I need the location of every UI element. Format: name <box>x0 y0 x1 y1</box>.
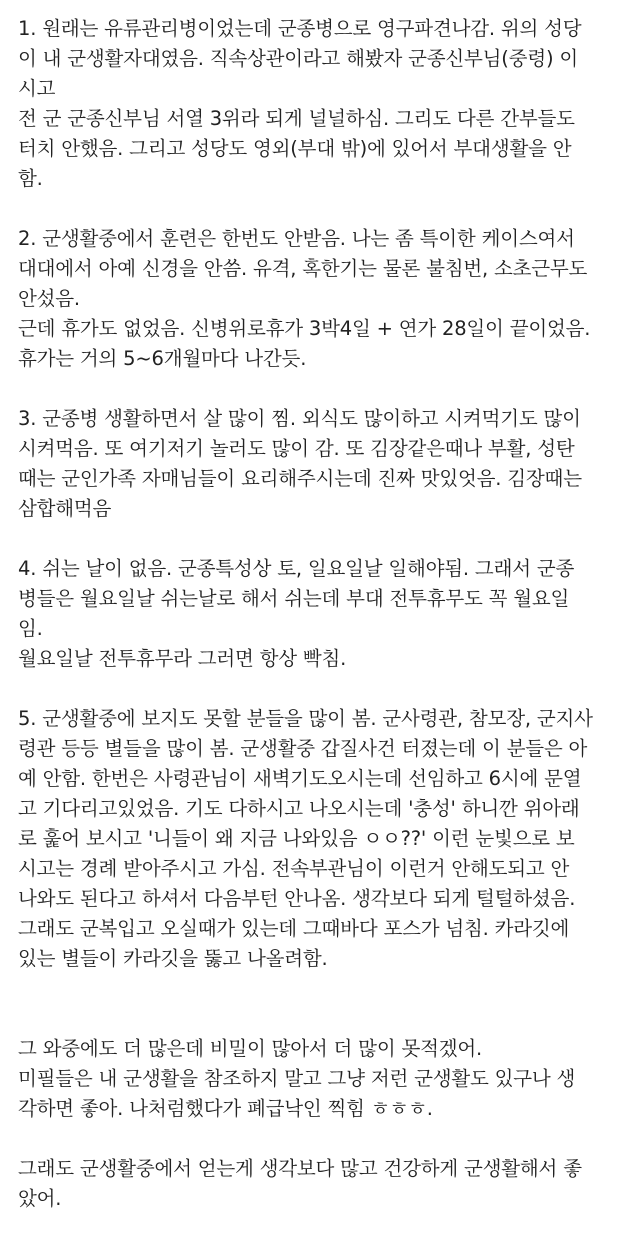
post-body <box>18 14 624 1244</box>
text-line: 았어. <box>18 1187 62 1210</box>
text-line: 때는 군인가족 자매님들이 요리해주시는데 진짜 맛있엇음. 김장때는 <box>18 467 582 490</box>
paragraph-6 <box>18 1034 624 1124</box>
text-line: 함. <box>18 167 43 190</box>
text-line: 있는 별들이 카라깃을 뚫고 나올려함. <box>18 947 328 970</box>
paragraph-5 <box>18 704 624 974</box>
text-line: 나와도 된다고 하셔서 다음부턴 안나옴. 생각보다 되게 털털하셨음. <box>18 887 576 910</box>
text-line: 시고 <box>18 77 56 100</box>
text-line: 휴가는 거의 5~6개월마다 나간듯. <box>18 347 307 370</box>
text-line: 이 내 군생활자대였음. 직속상관이라고 해봤자 군종신부님(중령) 이 <box>18 47 579 70</box>
text-line: 병들은 월요일날 쉬는날로 해서 쉬는데 부대 전투휴무도 꼭 월요일 <box>18 587 570 610</box>
paragraph-1 <box>18 14 624 194</box>
text-line: 근데 휴가도 없었음. 신병위로휴가 3박4일 + 연가 28일이 끝이었음. <box>18 317 591 340</box>
spacer <box>18 1004 624 1034</box>
text-line: 그래도 군생활중에서 얻는게 생각보다 많고 건강하게 군생활해서 좋 <box>18 1157 582 1180</box>
text-line: 3. 군종병 생활하면서 살 많이 찜. 외식도 많이하고 시켜먹기도 많이 <box>18 407 581 430</box>
text-line: 전 군 군종신부님 서열 3위라 되게 널널하심. 그리도 다른 간부들도 <box>18 107 575 130</box>
text-line: 각하면 좋아. 나처럼했다가 폐급낙인 찍힘 ㅎㅎㅎ. <box>18 1097 433 1120</box>
paragraph-7 <box>18 1154 624 1214</box>
text-line: 고 기다리고있었음. 기도 다하시고 나오시는데 '충성' 하니깐 위아래 <box>18 797 580 820</box>
text-line: 시고는 경례 받아주시고 가심. 전속부관님이 이런거 안해도되고 안 <box>18 857 570 880</box>
text-line: 미필들은 내 군생활을 참조하지 말고 그냥 저런 군생활도 있구나 생 <box>18 1067 576 1090</box>
text-line: 그 와중에도 더 많은데 비밀이 많아서 더 많이 못적겠어. <box>18 1037 483 1060</box>
text-line: 령관 등등 별들을 많이 봄. 군생활중 갑질사건 터졌는데 이 분들은 아 <box>18 737 588 760</box>
text-line: 4. 쉬는 날이 없음. 군종특성상 토, 일요일날 일해야됨. 그래서 군종 <box>18 557 575 580</box>
text-line: 터치 안했음. 그리고 성당도 영외(부대 밖)에 있어서 부대생활을 안 <box>18 137 572 160</box>
text-line: 로 훑어 보시고 '니들이 왜 지금 나와있음 ㅇㅇ??' 이런 눈빛으로 보 <box>18 827 575 850</box>
paragraph-3 <box>18 404 624 524</box>
text-line: 5. 군생활중에 보지도 못할 분들을 많이 봄. 군사령관, 참모장, 군지사 <box>18 707 593 730</box>
text-line: 안섰음. <box>18 287 80 310</box>
text-line: 대대에서 아예 신경을 안씀. 유격, 혹한기는 물론 불침번, 소초근무도 <box>18 257 588 280</box>
text-line: 2. 군생활중에서 훈련은 한번도 안받음. 나는 좀 특이한 케이스여서 <box>18 227 575 250</box>
paragraph-2 <box>18 224 624 374</box>
text-line: 1. 원래는 유류관리병이었는데 군종병으로 영구파견나감. 위의 성당 <box>18 17 582 40</box>
text-line: 그래도 군복입고 오실때가 있는데 그때바다 포스가 넘침. 카라깃에 <box>18 917 570 940</box>
text-line: 임. <box>18 617 43 640</box>
text-line: 시켜먹음. 또 여기저기 놀러도 많이 감. 또 김장같은때나 부활, 성탄 <box>18 437 575 460</box>
text-line: 삼합해먹음 <box>18 497 112 520</box>
text-line: 월요일날 전투휴무라 그러면 항상 빡침. <box>18 647 347 670</box>
paragraph-4 <box>18 554 624 674</box>
text-line: 예 안함. 한번은 사령관님이 새벽기도오시는데 선임하고 6시에 문열 <box>18 767 582 790</box>
